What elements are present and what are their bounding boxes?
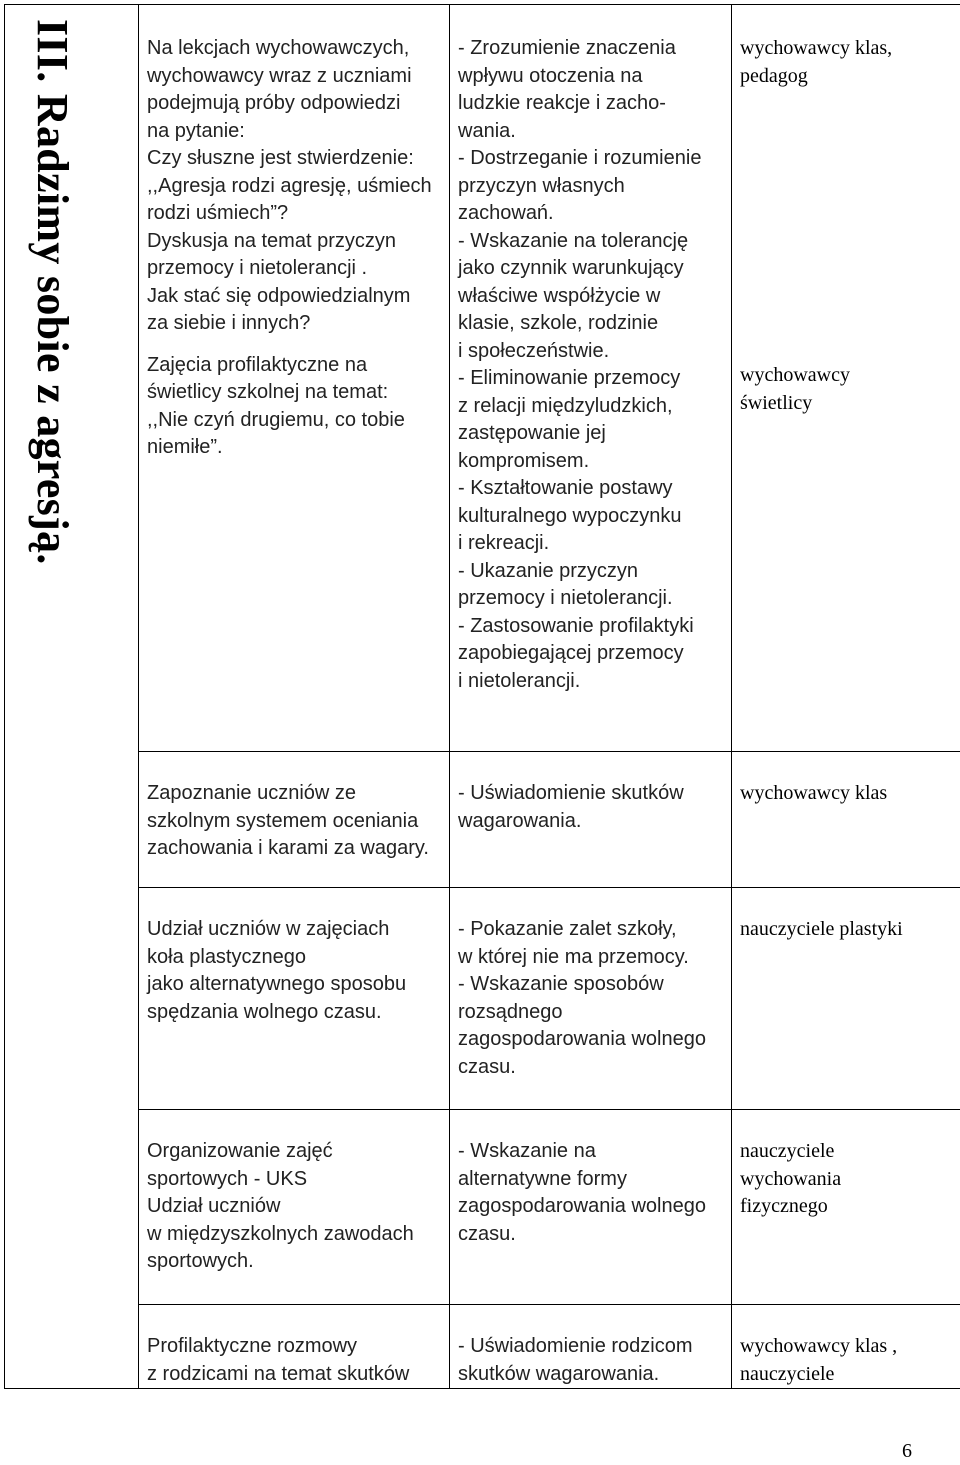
goal-line: w której nie ma przemocy.	[458, 945, 689, 968]
responsible-line: wychowawcy klas,	[740, 37, 893, 59]
section-title-cell	[5, 5, 139, 1389]
goal-line: - Uświadomienie rodzicom	[458, 1335, 693, 1357]
goal-line: wania.	[458, 119, 516, 142]
goal-line: zastępowanie jej	[458, 422, 606, 444]
activity-line: niemiłe”.	[147, 436, 223, 458]
responsible-line: fizycznego	[740, 1195, 828, 1217]
goals-cell	[450, 1110, 732, 1305]
goal-line: - Kształtowanie postawy	[458, 477, 673, 499]
goal-line: - Wskazanie sposobów	[458, 973, 664, 995]
activity-line: Dyskusja na temat przyczyn	[147, 229, 396, 252]
activity-line: świetlicy szkolnej na temat:	[147, 381, 389, 403]
activity-line: sportowych.	[147, 1250, 254, 1272]
goal-line: - Eliminowanie przemocy	[458, 367, 681, 389]
responsible-cell	[732, 752, 960, 888]
activity-line: Organizowanie zajęć	[147, 1140, 333, 1162]
goal-line: - Zrozumienie znaczenia	[458, 37, 676, 59]
goal-line: zachowań.	[458, 202, 554, 224]
activity-line: zachowania i karami za wagary.	[147, 837, 429, 859]
responsible-line: nauczyciele	[740, 1362, 835, 1385]
responsible-line: nauczyciele plastyki	[740, 918, 903, 940]
goal-line: zapobiegającej przemocy	[458, 642, 684, 664]
activity-line: ,,Agresja rodzi agresję, uśmiech	[147, 174, 432, 197]
activity-line: spędzania wolnego czasu.	[147, 1000, 382, 1023]
goals-cell	[450, 5, 732, 752]
goal-line: - Uświadomienie skutków	[458, 782, 684, 804]
responsible-line: świetlicy	[740, 391, 813, 414]
activity-line: Udział uczniów	[147, 1195, 281, 1217]
table-row	[5, 888, 960, 1110]
goal-line: - Zastosowanie profilaktyki	[458, 614, 694, 637]
responsible-line: wychowania	[740, 1167, 842, 1190]
goal-line: czasu.	[458, 1055, 516, 1078]
table-row	[5, 5, 960, 752]
program-table	[4, 4, 960, 1389]
responsible-line: wychowawcy	[740, 364, 850, 386]
goal-line: i rekreacji.	[458, 532, 550, 554]
goal-line: kompromisem.	[458, 449, 590, 472]
goal-line: alternatywne formy	[458, 1167, 627, 1190]
goal-line: - Wskazanie na tolerancję	[458, 229, 689, 252]
activities-cell	[139, 888, 450, 1110]
section-title: III. Radzimy sobie z agresją.	[28, 19, 77, 565]
activities-cell	[139, 1305, 450, 1389]
goal-line: wagarowania.	[458, 809, 582, 832]
goal-line: klasie, szkole, rodzinie	[458, 312, 659, 334]
table-row	[5, 1110, 960, 1305]
goal-line: jako czynnik warunkujący	[458, 257, 684, 279]
activity-line: podejmują próby odpowiedzi	[147, 92, 401, 114]
activities-cell	[139, 752, 450, 888]
activity-line: Na lekcjach wychowawczych,	[147, 37, 410, 59]
activity-line: Profilaktyczne rozmowy	[147, 1335, 358, 1357]
goal-line: - Wskazanie na	[458, 1140, 596, 1162]
responsible-line: nauczyciele	[740, 1140, 835, 1162]
goal-line: - Ukazanie przyczyn	[458, 559, 639, 582]
activity-line: na pytanie:	[147, 119, 245, 142]
activity-line: Jak stać się odpowiedzialnym	[147, 284, 411, 307]
activity-line: sportowych - UKS	[147, 1167, 308, 1190]
activity-line: wychowawcy wraz z uczniami	[147, 64, 412, 87]
activity-line: jako alternatywnego sposobu	[147, 973, 407, 995]
goal-line: rozsądnego	[458, 1000, 563, 1023]
responsible-line: wychowawcy klas	[740, 782, 888, 804]
goal-line: zagospodarowania wolnego	[458, 1195, 706, 1217]
activity-line: szkolnym systemem oceniania	[147, 809, 419, 832]
goal-line: skutków wagarowania.	[458, 1362, 660, 1385]
responsible-line: wychowawcy klas ,	[740, 1335, 898, 1357]
goal-line: kulturalnego wypoczynku	[458, 504, 682, 527]
goal-line: zagospodarowania wolnego	[458, 1028, 706, 1050]
activity-line: Zapoznanie uczniów ze	[147, 782, 357, 804]
goal-line: - Dostrzeganie i rozumienie	[458, 147, 702, 169]
goal-line: z relacji międzyludzkich,	[458, 394, 673, 417]
goal-line: i społeczeństwie.	[458, 339, 610, 362]
activity-line: przemocy i nietolerancji .	[147, 257, 368, 279]
activity-line: Zajęcia profilaktyczne na	[147, 353, 368, 376]
goals-cell	[450, 752, 732, 888]
activity-line: za siebie i innych?	[147, 312, 311, 334]
activity-line: ,,Nie czyń drugiemu, co tobie	[147, 408, 405, 431]
goal-line: przemocy i nietolerancji.	[458, 587, 673, 609]
table-row	[5, 1305, 960, 1389]
goal-line: - Pokazanie zalet szkoły,	[458, 918, 677, 940]
activities-cell	[139, 1110, 450, 1305]
activity-line: koła plastycznego	[147, 945, 306, 968]
goal-line: wpływu otoczenia na	[458, 64, 643, 87]
activity-line: Czy słuszne jest stwierdzenie:	[147, 147, 414, 169]
activities-cell	[139, 5, 450, 752]
responsible-cell	[732, 1305, 960, 1389]
goal-line: właściwe współżycie w	[458, 284, 661, 307]
goal-line: i nietolerancji.	[458, 669, 581, 692]
responsible-cell	[732, 888, 960, 1110]
activity-line: rodzi uśmiech”?	[147, 202, 289, 224]
table-row	[5, 752, 960, 888]
activity-line: w międzyszkolnych zawodach	[147, 1222, 414, 1245]
responsible-cell	[732, 5, 960, 752]
responsible-cell	[732, 1110, 960, 1305]
goals-cell	[450, 888, 732, 1110]
page-number: 6	[902, 1440, 912, 1462]
goal-line: ludzkie reakcje i zacho-	[458, 92, 666, 114]
responsible-line: pedagog	[740, 64, 808, 87]
activity-line: Udział uczniów w zajęciach	[147, 918, 390, 940]
goal-line: czasu.	[458, 1222, 516, 1245]
goal-line: przyczyn własnych	[458, 174, 625, 197]
goals-cell	[450, 1305, 732, 1389]
activity-line: z rodzicami na temat skutków	[147, 1362, 410, 1385]
